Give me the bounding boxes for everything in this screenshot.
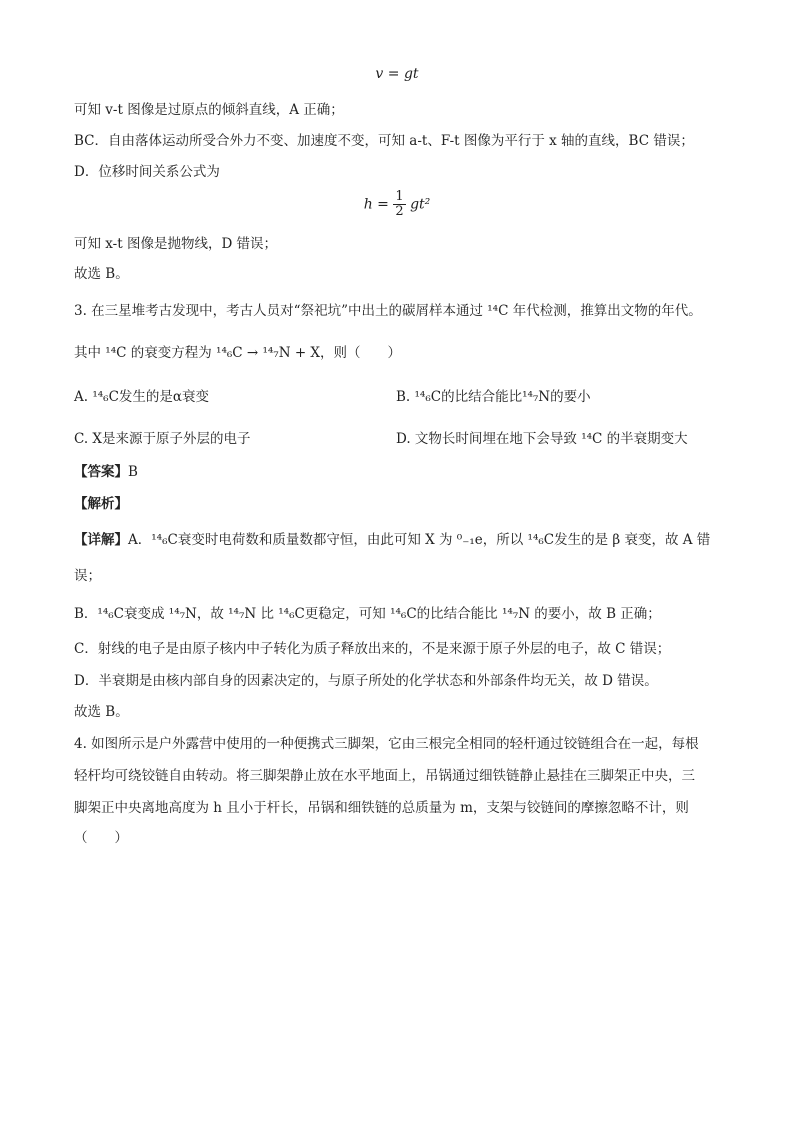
text-line: B．¹⁴₆C衰变成 ¹⁴₇N，故 ¹⁴₇N 比 ¹⁴₆C更稳定，可知 ¹⁴₆C的比结合能比 ¹⁴₇N 的要小，故 B 正确；	[74, 606, 661, 622]
analysis-label: 【解析】	[74, 496, 128, 512]
text-line: 可知 x-t 图像是抛物线，D 错误；	[74, 236, 278, 252]
analysis-tag	[74, 494, 128, 514]
answer-tag: 【答案】	[74, 464, 128, 480]
text-line: 故选 B。	[74, 266, 129, 282]
detail-tag: 【详解】	[74, 532, 128, 548]
question-3-stem: 3. 在三星堆考古发现中，考古人员对“祭祀坑”中出土的碳屑样本通过 ¹⁴C 年代检测，推算出文物的年代。	[74, 303, 702, 319]
eq-right: gt²	[410, 196, 431, 213]
fraction-numerator: 1	[395, 189, 404, 204]
option-d: D. 文物长时间埋在地下会导致 ¹⁴C 的半衰期变大	[396, 431, 688, 447]
answer-value: B	[128, 464, 138, 480]
question-3-stem-2: 其中 ¹⁴C 的衰变方程为 ¹⁴₆C → ¹⁴₇N + X，则（ ）	[74, 345, 402, 361]
text-line: 可知 v-t 图像是过原点的倾斜直线，A 正确；	[74, 102, 344, 118]
text-line: 故选 B。	[74, 704, 129, 720]
question-4-stem: 4. 如图所示是户外露营中使用的一种便携式三脚架，它由三根完全相同的轻杆通过铰链组合在一起，每根	[74, 736, 699, 752]
question-4-stem-4: （ ）	[74, 830, 128, 846]
option-c: C. X是来源于原子外层的电子	[74, 431, 251, 447]
detail-text: A．¹⁴₆C衰变时电荷数和质量数都守恒，由此可知 X 为 ⁰₋₁e，所以 ¹⁴₆C发生的是 β 衰变，故 A 错	[128, 532, 711, 548]
text-line: C．射线的电子是由原子核内中子转化为质子释放出来的，不是来源于原子外层的电子，故 C 错误；	[74, 641, 671, 657]
fraction	[393, 190, 405, 219]
fraction-denominator: 2	[395, 204, 404, 219]
text-line: D．位移时间关系公式为	[74, 164, 220, 180]
text-line: 误；	[74, 568, 101, 584]
question-4-stem-2: 轻杆均可绕铰链自由转动。将三脚架静止放在水平地面上，吊锅通过细铁链静止悬挂在三脚架正中央，三	[74, 768, 695, 784]
question-4-stem-3: 脚架正中央离地高度为 h 且小于杆长，吊锅和细铁链的总质量为 m，支架与铰链间的摩擦忽略不计，则	[74, 800, 689, 816]
option-a: A. ¹⁴₆C发生的是α衰变	[74, 389, 210, 405]
option-b: B. ¹⁴₆C的比结合能比¹⁴₇N的要小	[396, 389, 591, 405]
eq-left: h =	[363, 196, 389, 213]
detail-line	[74, 530, 710, 550]
text-line: D．半衰期是由核内部自身的因素决定的，与原子所处的化学状态和外部条件均无关，故 D 错误。	[74, 673, 658, 689]
text-line: BC．自由落体运动所受合外力不变、加速度不变，可知 a-t、F-t 图像为平行于 x 轴的直线，BC 错误；	[74, 133, 694, 149]
equation-h-half-gt2	[0, 190, 794, 219]
answer-line	[74, 462, 138, 482]
equation-v-gt: v = gt	[375, 66, 419, 82]
